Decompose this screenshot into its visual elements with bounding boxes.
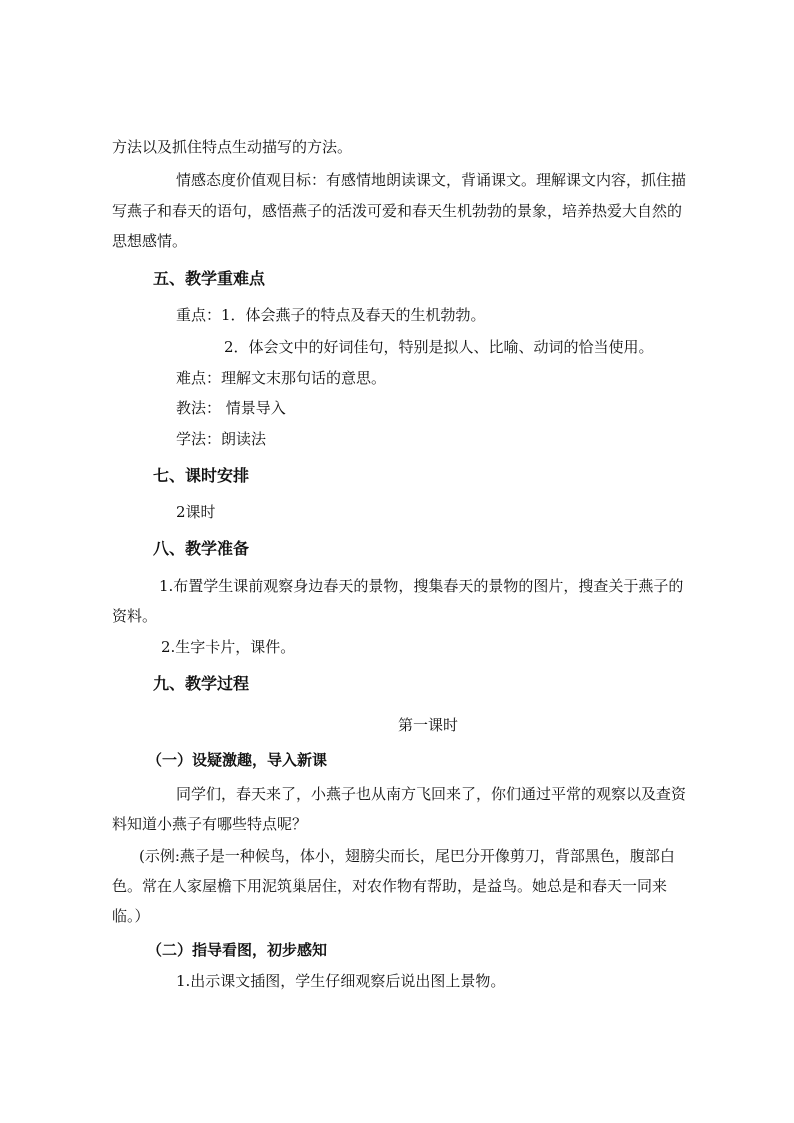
prep-item-1-line2: 资料。 — [112, 607, 158, 625]
difficulty-point: 难点：理解文末那句话的意思。 — [176, 369, 387, 387]
paragraph-emotion-goal-line3: 思想感情。 — [112, 232, 188, 250]
subheading-intro: （一）设疑激趣，导入新课 — [147, 751, 328, 769]
key-point-1: 重点：1．体会燕子的特点及春天的生机勃勃。 — [176, 306, 486, 324]
prep-item-2: 2.生字卡片，课件。 — [161, 638, 296, 656]
lesson-title: 第一课时 — [398, 716, 459, 734]
intro-line2: 料知道小燕子有哪些特点呢？ — [112, 815, 308, 833]
heading-section-5: 五、教学重难点 — [153, 269, 266, 288]
prep-item-1-line1: 1.布置学生课前观察身边春天的景物，搜集春天的景物的图片，搜查关于燕子的 — [159, 577, 684, 595]
heading-section-8: 八、教学准备 — [153, 539, 250, 558]
example-line1: (示例:燕子是一种候鸟，体小，翅膀尖而长，尾巴分开像剪刀，背部黑色，腹部白 — [139, 847, 675, 865]
example-line2: 色。常在人家屋檐下用泥筑巢居住，对农作物有帮助，是益鸟。她总是和春天一同来 — [112, 877, 668, 895]
paragraph-emotion-goal-line1: 情感态度价值观目标：有感情地朗读课文，背诵课文。理解课文内容，抓住描 — [176, 171, 687, 189]
key-point-2: 2．体会文中的好词佳句，特别是拟人、比喻、动词的恰当使用。 — [224, 338, 654, 356]
learning-method: 学法：朗读法 — [176, 430, 267, 448]
heading-section-7: 七、课时安排 — [153, 466, 250, 485]
intro-line1: 同学们，春天来了，小燕子也从南方飞回来了，你们通过平常的观察以及查资 — [176, 785, 687, 803]
example-line3: 临。） — [112, 907, 150, 925]
picture-guide-item-1: 1.出示课文插图，学生仔细观察后说出图上景物。 — [176, 972, 506, 990]
paragraph-emotion-goal-line2: 写燕子和春天的语句，感悟燕子的活泼可爱和春天生机勃勃的景象，培养热爱大自然的 — [112, 202, 683, 220]
paragraph-goals-continuation: 方法以及抓住特点生动描写的方法。 — [112, 138, 353, 156]
teaching-method: 教法： 情景导入 — [176, 399, 286, 417]
class-hours: 2课时 — [176, 503, 216, 521]
heading-section-9: 九、教学过程 — [153, 674, 250, 693]
subheading-picture-guide: （二）指导看图，初步感知 — [147, 941, 328, 959]
